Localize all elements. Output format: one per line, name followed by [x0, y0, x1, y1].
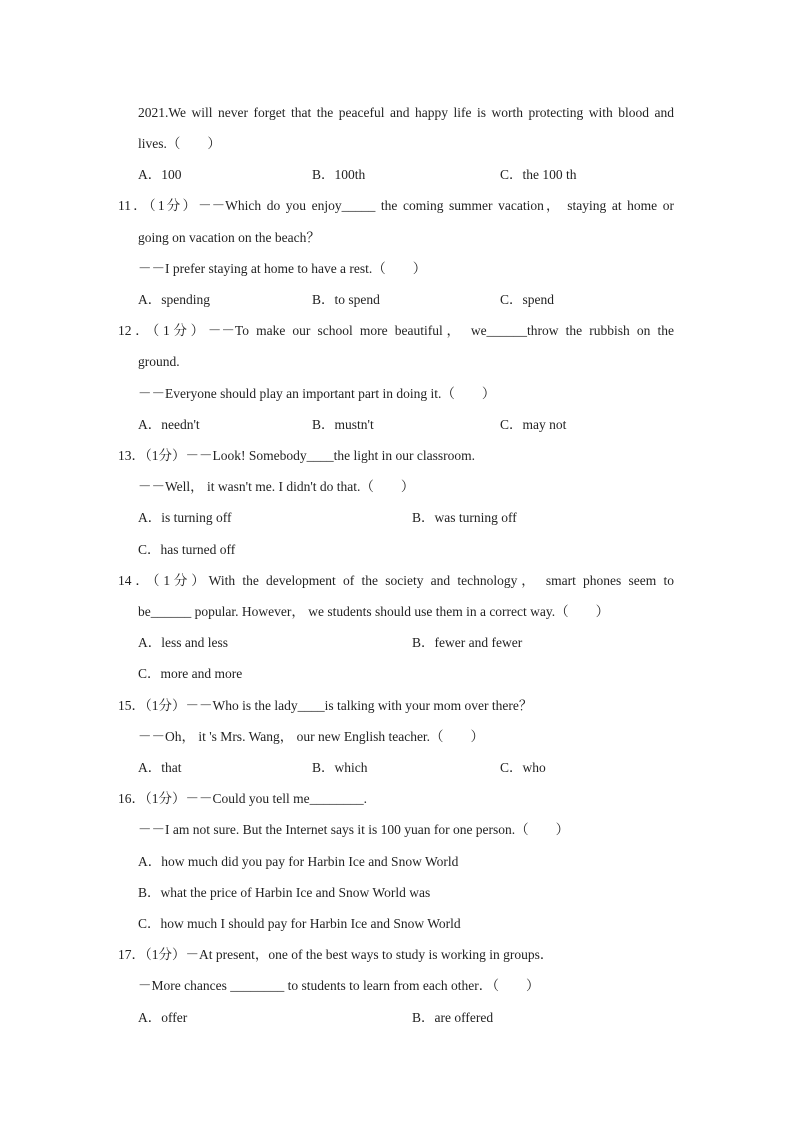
- question-14-stem-line-1: 14．（1分）With the development of the society and technology， smart phones seem to: [118, 573, 674, 588]
- question-15-option-b[interactable]: B．which: [312, 760, 368, 775]
- question-12-stem-line-2: ground.: [138, 354, 180, 369]
- question-13-option-b[interactable]: B．was turning off: [412, 510, 517, 525]
- question-16-option-b[interactable]: B．what the price of Harbin Ice and Snow World was: [138, 885, 431, 900]
- question-15-dialogue-line: －－Oh， it 's Mrs. Wang， our new English teacher.（ ）: [138, 729, 485, 744]
- question-13-option-c[interactable]: C．has turned off: [138, 542, 236, 557]
- question-11-option-b[interactable]: B．to spend: [312, 292, 380, 307]
- question-12-option-a[interactable]: A．needn't: [138, 417, 200, 432]
- question-15-option-a[interactable]: A．that: [138, 760, 182, 775]
- question-17-option-b[interactable]: B．are offered: [412, 1010, 494, 1025]
- question-10-option-b[interactable]: B．100th: [312, 167, 366, 182]
- question-17-dialogue-line: －More chances ________ to students to learn from each other．（ ）: [138, 978, 540, 993]
- question-11-stem-line-1: 11．（1分）－－Which do you enjoy_____ the coming summer vacation， staying at home or: [118, 198, 674, 213]
- question-14-stem-line-2: be______ popular. However， we students should use them in a correct way.（ ）: [138, 604, 610, 619]
- question-11-option-a[interactable]: A．spending: [138, 292, 210, 307]
- question-15-stem-line-1: 15．（1分）－－Who is the lady____is talking with your mom over there？: [118, 698, 533, 713]
- question-12-stem-line-1: 12．（1分）－－To make our school more beautiful， we______throw the rubbish on the: [118, 323, 674, 338]
- question-16-option-c[interactable]: C．how much I should pay for Harbin Ice and Snow World: [138, 916, 461, 931]
- question-14-option-c[interactable]: C．more and more: [138, 666, 243, 681]
- question-16-stem-line-1: 16．（1分）－－Could you tell me________.: [118, 791, 367, 806]
- question-11-stem-line-2: going on vacation on the beach？: [138, 230, 320, 245]
- question-11-dialogue-line: －－I prefer staying at home to have a rest.（ ）: [138, 261, 427, 276]
- question-11-option-c[interactable]: C．spend: [500, 292, 554, 307]
- question-13-stem-line-1: 13．（1分）－－Look! Somebody____the light in our classroom.: [118, 448, 475, 463]
- question-10-option-c[interactable]: C．the 100 th: [500, 167, 577, 182]
- question-13-dialogue-line: －－Well， it wasn't me. I didn't do that.（ ）: [138, 479, 415, 494]
- question-14-option-a[interactable]: A．less and less: [138, 635, 228, 650]
- question-17-option-a[interactable]: A．offer: [138, 1010, 188, 1025]
- question-12-option-b[interactable]: B．mustn't: [312, 417, 374, 432]
- question-15-option-c[interactable]: C．who: [500, 760, 546, 775]
- question-16-option-a[interactable]: A．how much did you pay for Harbin Ice and Snow World: [138, 854, 459, 869]
- question-10-text-line-1: 2021.We will never forget that the peaceful and happy life is worth protecting with blood and: [138, 105, 674, 120]
- question-13-option-a[interactable]: A．is turning off: [138, 510, 232, 525]
- question-14-option-b[interactable]: B．fewer and fewer: [412, 635, 523, 650]
- question-12-option-c[interactable]: C．may not: [500, 417, 567, 432]
- question-10-option-a[interactable]: A．100: [138, 167, 182, 182]
- question-10-text-line-2: lives.（ ）: [138, 136, 221, 151]
- question-17-stem-line-1: 17．（1分）－At present，one of the best ways to study is working in groups．: [118, 947, 554, 962]
- question-12-dialogue-line: －－Everyone should play an important part in doing it.（ ）: [138, 386, 496, 401]
- question-16-dialogue-line: －－I am not sure. But the Internet says it is 100 yuan for one person.（ ）: [138, 822, 570, 837]
